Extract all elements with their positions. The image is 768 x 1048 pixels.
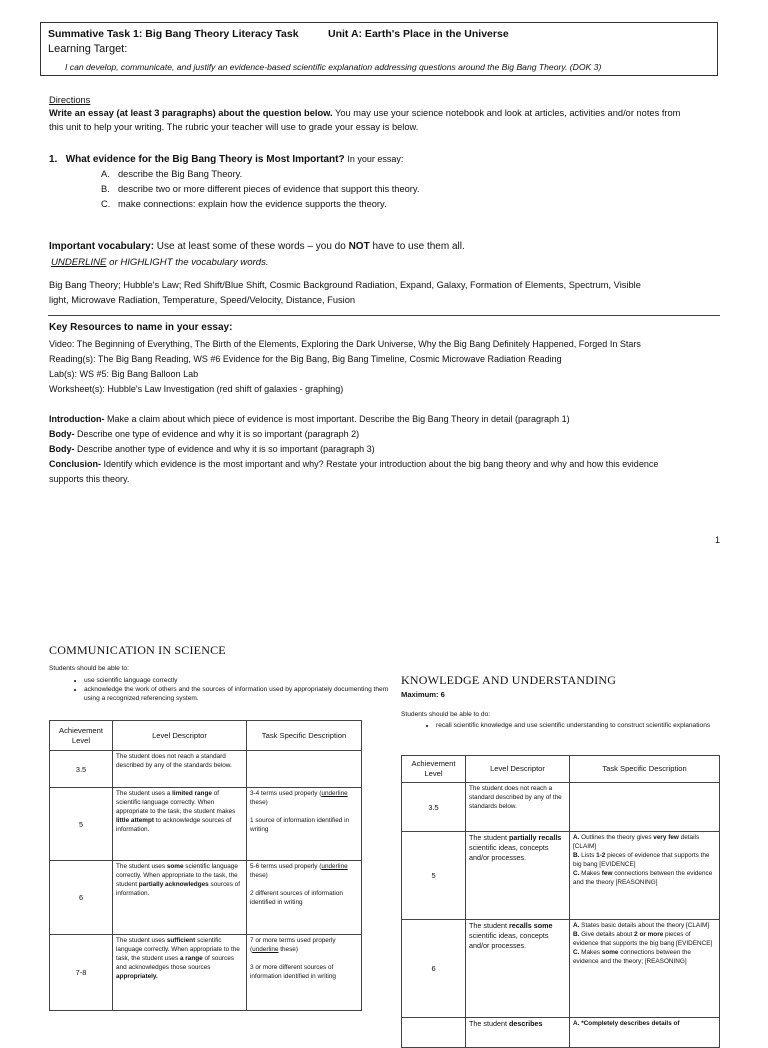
resource-line: Video: The Beginning of Everything, The Birth of the Elements, Exploring the Dark Universe, Why the Big Bang Definitely Happened, Forged In Stars	[49, 339, 641, 349]
question	[49, 154, 403, 165]
directions-text	[49, 106, 719, 120]
structure-line: Body- Describe another type of evidence and why it is so important (paragraph 3)	[49, 444, 375, 454]
question-text: What evidence for the Big Bang Theory is Most Important?	[65, 154, 345, 165]
comm-title: COMMUNICATION IN SCIENCE	[49, 643, 226, 657]
vocab-instruction: Important vocabulary: Use at least some of these words – you do NOT have to use them all.	[49, 241, 465, 252]
learning-target-label: Learning Target:	[48, 43, 128, 55]
question-number: 1.	[49, 154, 58, 165]
question-item: B. describe two or more different pieces of evidence that support this theory.	[101, 184, 420, 194]
vocab-words-line2: light, Microwave Radiation, Temperature, Speed/Velocity, Distance, Fusion	[49, 295, 356, 305]
essay-structure	[49, 412, 658, 487]
vocab-words-line1: Big Bang Theory; Hubble's Law; Red Shift/Blue Shift, Cosmic Background Radiation, Expand, Galaxy, Formation of Elements, Spectrum, Visible	[49, 280, 641, 290]
resource-line: Lab(s): WS #5: Big Bang Balloon Lab	[49, 369, 199, 379]
comm-header-task: Task Specific Description	[247, 721, 362, 751]
table-row: 6 The student uses some scientific language correctly. When appropriate to the task, the student partially acknowledges sources of information. 5-6 terms used properly (underline these) 2 different sources of information identified in writing	[50, 861, 362, 935]
resource-line: Reading(s): The Big Bang Reading, WS #6 Evidence for the Big Bang, Big Bang Timeline, Cosmic Microwave Radiation Reading	[49, 354, 562, 364]
question-item: C. make connections: explain how the evidence supports the theory.	[101, 199, 387, 209]
know-title: KNOWLEDGE AND UNDERSTANDING	[401, 673, 617, 687]
page-number: 1	[714, 535, 720, 545]
resources-heading: Key Resources to name in your essay:	[49, 322, 233, 333]
header-box	[40, 22, 718, 76]
know-bullet: • recall scientific knowledge and use scientific understanding to construct scientific explanations	[436, 721, 736, 730]
table-row: 3.5 The student does not reach a standard described by any of the standards below.	[50, 751, 362, 788]
comm-bullet: • use scientific language correctly	[84, 676, 394, 685]
structure-line: Introduction- Make a claim about which piece of evidence is most important. Describe the Big Bang Theory in detail (paragraph 1)	[49, 414, 570, 424]
resource-line: Worksheet(s): Hubble's Law Investigation (red shift of galaxies - graphing)	[49, 384, 344, 394]
vocab-label: Important vocabulary:	[49, 241, 155, 252]
table-row: 6 The student recalls some scientific ideas, concepts and/or processes. A. States basic details about the theory [CLAIM] B. Give details about 2 or more pieces of evidence that supports the big bang [EVIDENCE] C. Makes some connections between the evidence and the theory; [REASONING]	[402, 920, 720, 1018]
comm-rubric-table	[49, 720, 362, 1011]
divider	[48, 315, 720, 316]
vocab-underline-note: UNDERLINE or HIGHLIGHT the vocabulary words.	[51, 257, 269, 268]
directions-bold: Write an essay (at least 3 paragraphs) about the question below.	[49, 108, 333, 118]
comm-header-level: Achievement Level	[50, 721, 113, 751]
table-row: 3.5 The student does not reach a standard described by any of the standards below.	[402, 783, 720, 832]
know-header-task: Task Specific Description	[570, 756, 720, 783]
comm-intro: Students should be able to:	[49, 665, 129, 672]
question-item: A. describe the Big Bang Theory.	[101, 169, 243, 179]
know-intro: Students should be able to do:	[401, 711, 491, 718]
vocab-words	[49, 278, 641, 308]
resources-list	[49, 337, 641, 397]
table-row: 5 The student uses a limited range of scientific language correctly. When appropriate to the task, the student makes little attempt to acknowledge sources of information. 3-4 terms used properly (underline these) 1 source of information identified in writing	[50, 788, 362, 861]
know-bullets	[400, 721, 736, 730]
directions-line2: this unit to help your writing. The rubric your teacher will use to grade your essay is below.	[49, 122, 419, 132]
task-title: Summative Task 1: Big Bang Theory Literacy Task	[48, 28, 299, 40]
comm-bullet: • acknowledge the work of others and the sources of information used by appropriately documenting them using a recognized referencing system.	[84, 685, 394, 703]
table-row: 5 The student partially recalls scientific ideas, concepts and/or processes. A. Outlines the theory gives very few details [CLAIM] B. Lists 1-2 pieces of evidence that supports the big bang [EVIDENCE] C. Makes few connections between the evidence and the theory [REASONING]	[402, 832, 720, 920]
know-header-descriptor: Level Descriptor	[466, 756, 570, 783]
question-items	[101, 167, 419, 212]
know-header-level: Achievement Level	[402, 756, 466, 783]
structure-line: Body- Describe one type of evidence and why it is so important (paragraph 2)	[49, 429, 360, 439]
learning-target-text: I can develop, communicate, and justify an evidence-based scientific explanation addressing questions around the Big Bang Theory. (DOK 3)	[65, 62, 602, 72]
question-suffix: In your essay:	[347, 154, 404, 164]
know-max: Maximum: 6	[401, 690, 445, 699]
structure-line: supports this theory.	[49, 474, 130, 484]
directions-rest: You may use your science notebook and look at articles, activities and/or notes from	[332, 108, 681, 118]
table-row: 7-8 The student uses sufficient scientific language correctly. When appropriate to the task, the student uses a range of sources and acknowledges those sources appropriately. 7 or more terms used properly (underline these) 3 or more different sources of information identified in writing	[50, 935, 362, 1011]
directions-heading: Directions	[49, 95, 91, 105]
comm-bullets	[48, 676, 394, 703]
unit-title: Unit A: Earth's Place in the Universe	[328, 28, 509, 40]
structure-line: Conclusion- Identify which evidence is the most important and why? Restate your introduction about the big bang theory and why and how this evidence	[49, 459, 659, 469]
comm-header-descriptor: Level Descriptor	[113, 721, 247, 751]
table-row: The student describes A. *Completely describes details of	[402, 1018, 720, 1048]
know-rubric-table	[401, 755, 720, 1048]
